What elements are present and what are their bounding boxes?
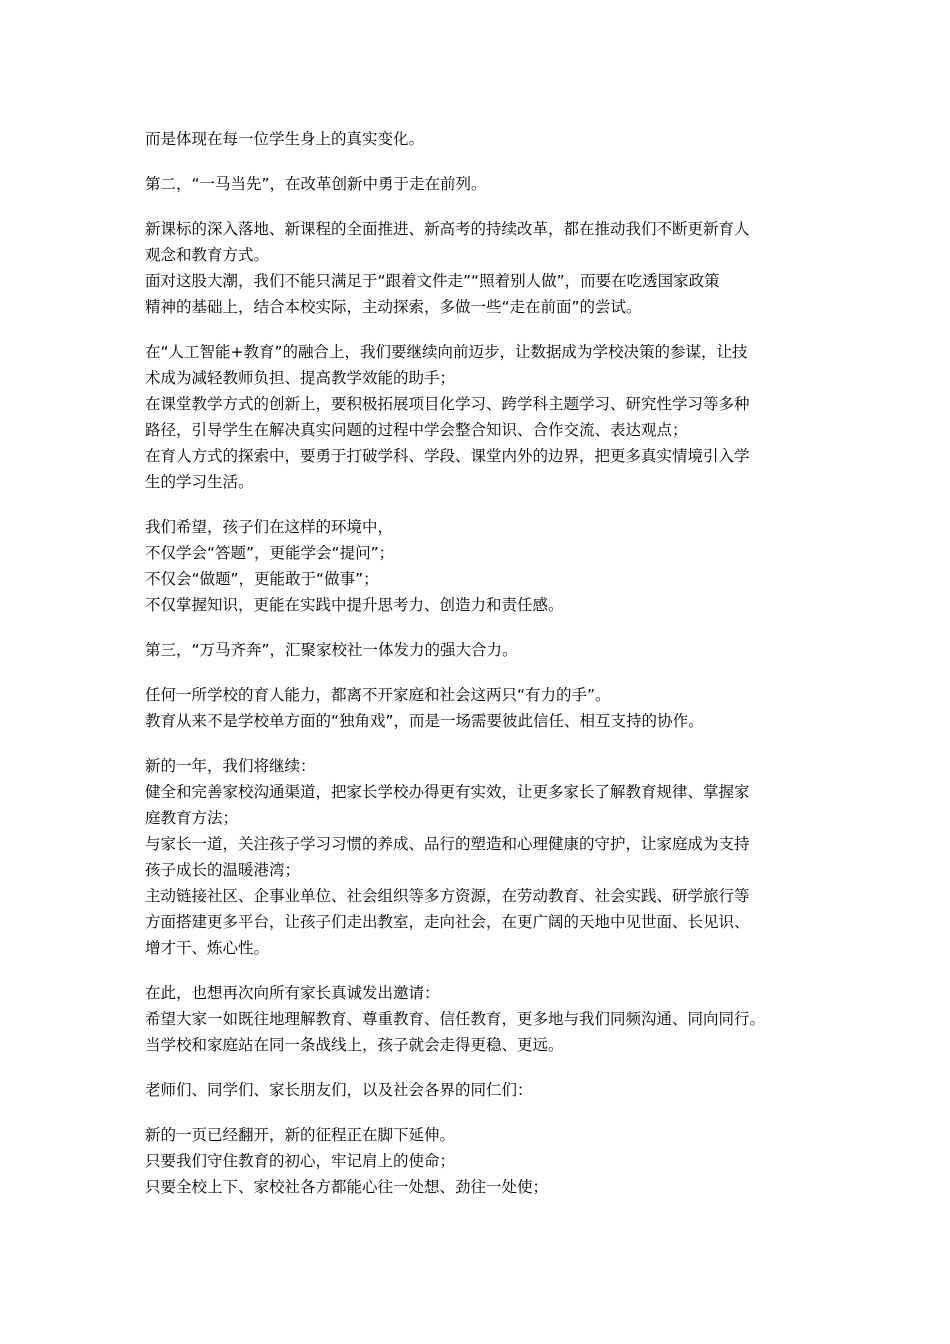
text-line: 教育从来不是学校单方面的“独角戏”，而是一场需要彼此信任、相互支持的协作。: [145, 712, 704, 730]
text-line: 在“人工智能+教育”的融合上，我们要继续向前迈步，让数据成为学校决策的参谋，让技: [145, 343, 748, 361]
paragraph: [145, 514, 815, 618]
paragraph: [145, 980, 815, 1058]
paragraph: [145, 1122, 815, 1200]
text-line: 在课堂教学方式的创新上，要积极拓展项目化学习、跨学科主题学习、研究性学习等多种: [145, 395, 750, 413]
text-line: 方面搭建更多平台，让孩子们走出教室，走向社会，在更广阔的天地中见世面、长见识、: [145, 913, 750, 931]
text-line: 不仅学会“答题”，更能学会“提问”；: [145, 544, 395, 562]
text-line: 孩子成长的温暖港湾；: [145, 861, 301, 879]
text-line: 精神的基础上，结合本校实际，主动探索，多做一些“走在前面”的尝试。: [145, 298, 642, 316]
text-line: 任何一所学校的育人能力，都离不开家庭和社会这两只“有力的手”。: [145, 686, 611, 704]
text-line: 新的一年，我们将继续：: [145, 757, 316, 775]
paragraph: [145, 216, 815, 320]
paragraph: [145, 126, 815, 152]
text-line: 健全和完善家校沟通渠道，把家长学校办得更有实效，让更多家长了解教育规律、掌握家: [145, 783, 750, 801]
text-line: 只要全校上下、家校社各方都能心往一处想、劲往一处使；: [145, 1178, 549, 1196]
text-line: 观念和教育方式。: [145, 246, 270, 264]
text-line: 在育人方式的探索中，要勇于打破学科、学段、课堂内外的边界，把更多真实情境引入学: [145, 447, 750, 465]
text-line: 希望大家一如既往地理解教育、尊重教育、信任教育，更多地与我们同频沟通、同向同行。: [145, 1010, 766, 1028]
text-line: 与家长一道，关注孩子学习习惯的养成、品行的塑造和心理健康的守护，让家庭成为支持: [145, 835, 750, 853]
paragraph: [145, 339, 815, 495]
paragraph: [145, 637, 815, 663]
text-line: 老师们、同学们、家长朋友们，以及社会各界的同仁们：: [145, 1081, 533, 1099]
text-line: 第三，“万马齐奔”，汇聚家校社一体发力的强大合力。: [145, 641, 518, 659]
paragraph: [145, 1077, 815, 1103]
text-line: 在此，也想再次向所有家长真诚发出邀请：: [145, 984, 440, 1002]
paragraph: [145, 753, 815, 961]
text-line: 新课标的深入落地、新课程的全面推进、新高考的持续改革，都在推动我们不断更新育人: [145, 220, 750, 238]
text-line: 我们希望，孩子们在这样的环境中，: [145, 518, 394, 536]
paragraph: [145, 171, 815, 197]
text-line: 只要我们守住教育的初心，牢记肩上的使命；: [145, 1152, 456, 1170]
text-line: 不仅掌握知识，更能在实践中提升思考力、创造力和责任感。: [145, 596, 564, 614]
text-line: 第二，“一马当先”，在改革创新中勇于走在前列。: [145, 175, 487, 193]
document-body: [145, 126, 815, 1219]
text-line: 生的学习生活。: [145, 473, 254, 491]
text-line: 庭教育方法；: [145, 809, 239, 827]
text-line: 而是体现在每一位学生身上的真实变化。: [145, 130, 425, 148]
text-line: 面对这股大潮，我们不能只满足于“跟着文件走”“照着别人做”，而要在吃透国家政策: [145, 272, 720, 290]
text-line: 新的一页已经翻开，新的征程正在脚下延伸。: [145, 1126, 456, 1144]
text-line: 当学校和家庭站在同一条战线上，孩子就会走得更稳、更远。: [145, 1036, 564, 1054]
paragraph: [145, 682, 815, 734]
text-line: 增才干、炼心性。: [145, 939, 270, 957]
text-line: 术成为减轻教师负担、提高教学效能的助手；: [145, 369, 456, 387]
text-line: 主动链接社区、企事业单位、社会组织等多方资源，在劳动教育、社会实践、研学旅行等: [145, 887, 750, 905]
text-line: 不仅会“做题”，更能敢于“做事”；: [145, 570, 379, 588]
text-line: 路径，引导学生在解决真实问题的过程中学会整合知识、合作交流、表达观点；: [145, 421, 688, 439]
